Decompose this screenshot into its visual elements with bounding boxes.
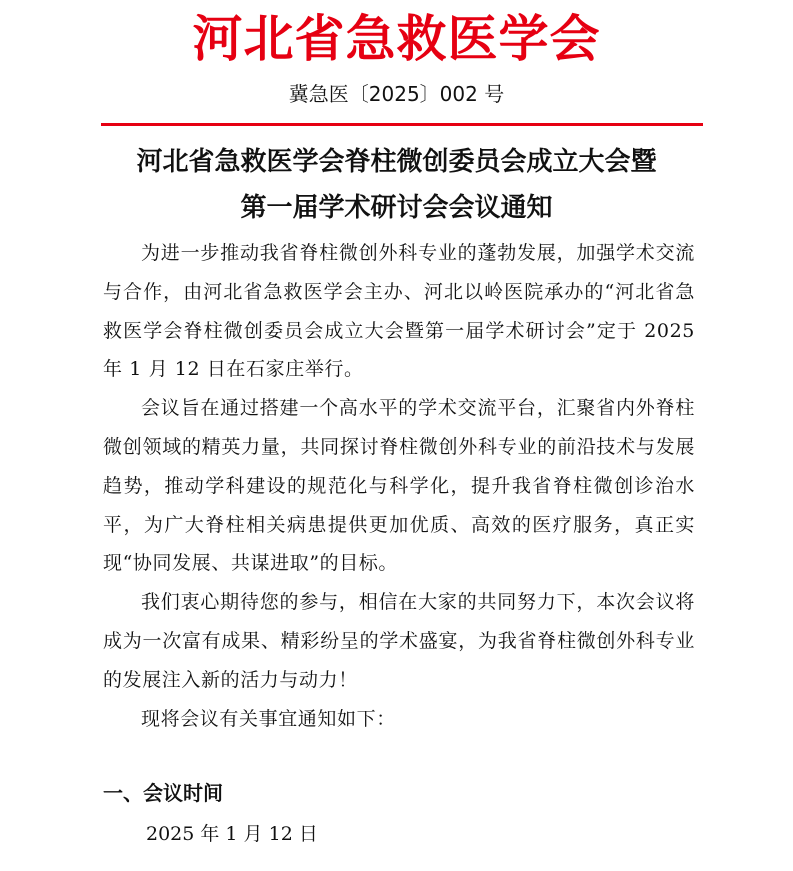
notice-body [103, 234, 695, 738]
section-heading-meeting-time: 一、会议时间 [103, 781, 223, 805]
body-paragraph: 我们衷心期待您的参与，相信在大家的共同努力下，本次会议将成为一次富有成果、精彩纷呈的学术盛宴，为我省脊柱微创外科专业的发展注入新的活力与动力！ [103, 591, 695, 691]
notice-title-line-1: 河北省急救医学会脊柱微创委员会成立大会暨 [136, 147, 657, 177]
organization-title: 河北省急救医学会 [192, 10, 601, 68]
notice-title-line-2: 第一届学术研讨会会议通知 [240, 193, 553, 223]
body-paragraph: 现将会议有关事宜通知如下： [141, 707, 396, 730]
body-paragraph: 会议旨在通过搭建一个高水平的学术交流平台，汇聚省内外脊柱微创领域的精英力量，共同探讨脊柱微创外科专业的前沿技术与发展趋势，推动学科建设的规范化与科学化，提升我省脊柱微创诊治水平，为广大脊柱相关病患提供更加优质、高效的医疗服务，真正实现“协同发展、共谋进取”的目标。 [103, 397, 695, 575]
document-number: 冀急医〔2025〕002 号 [288, 82, 505, 106]
body-paragraph: 为进一步推动我省脊柱微创外科专业的蓬勃发展，加强学术交流与合作，由河北省急救医学会主办、河北以岭医院承办的“河北省急救医学会脊柱微创委员会成立大会暨第一届学术研讨会”定于 2025 年 1 月 12 日在石家庄举行。 [103, 242, 695, 381]
meeting-date: 2025 年 1 月 12 日 [146, 823, 318, 845]
header-divider [101, 123, 703, 126]
